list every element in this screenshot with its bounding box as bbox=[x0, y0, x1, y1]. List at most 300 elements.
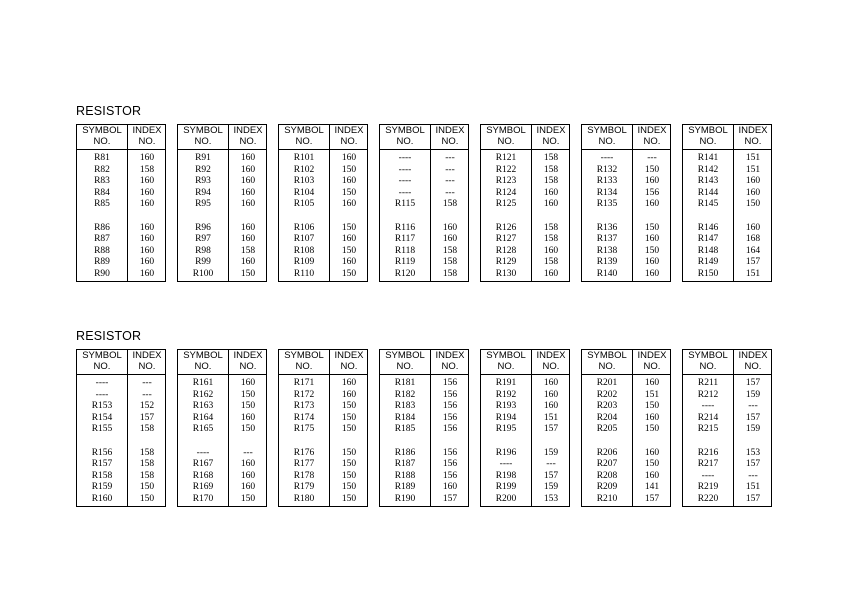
index-no-cell: 150 bbox=[139, 493, 155, 504]
symbol-no-cell: R185 bbox=[394, 424, 416, 434]
index-no-cell: 157 bbox=[745, 378, 761, 388]
index-no-cell: 160 bbox=[240, 234, 256, 244]
symbol-no-cell: ---- bbox=[701, 401, 715, 411]
header-text: INDEX bbox=[637, 125, 667, 136]
header-divider bbox=[582, 149, 670, 150]
header-text: NO. bbox=[643, 360, 661, 372]
index-no-cell: 159 bbox=[745, 389, 761, 400]
symbol-no-cell: R97 bbox=[195, 234, 211, 244]
index-no-cell: 158 bbox=[139, 424, 155, 434]
symbol-no-cell: R176 bbox=[293, 447, 315, 458]
symbol-no-cell: R120 bbox=[394, 268, 416, 279]
symbol-no-cell: R175 bbox=[293, 424, 315, 434]
symbol-no-cell: R174 bbox=[293, 412, 315, 423]
header-text: NO. bbox=[643, 135, 661, 147]
symbol-no-cell: R162 bbox=[192, 389, 214, 400]
index-no-cell: 160 bbox=[240, 257, 256, 267]
index-no-cell: 150 bbox=[644, 222, 660, 233]
index-no-cell: 157 bbox=[745, 459, 761, 469]
symbol-no-cell: R193 bbox=[495, 401, 517, 411]
resistor-table bbox=[682, 124, 772, 282]
symbol-no-cell: ---- bbox=[398, 187, 412, 198]
symbol-no-cell: R99 bbox=[195, 257, 211, 267]
index-no-cell: 150 bbox=[644, 401, 660, 411]
index-no-cell: 157 bbox=[745, 412, 761, 423]
index-no-cell: 156 bbox=[442, 389, 458, 400]
index-no-cell: 159 bbox=[745, 424, 761, 434]
index-no-cell: 150 bbox=[341, 401, 357, 411]
index-no-cell: 159 bbox=[543, 482, 559, 492]
index-no-cell: 150 bbox=[644, 459, 660, 469]
header-divider bbox=[279, 374, 367, 375]
symbol-no-cell: ---- bbox=[499, 459, 513, 469]
symbol-no-cell: R132 bbox=[596, 164, 618, 175]
index-no-cell: 151 bbox=[745, 153, 761, 163]
index-no-cell: 156 bbox=[442, 447, 458, 458]
symbol-no-cell: R194 bbox=[495, 412, 517, 423]
symbol-no-header bbox=[683, 126, 733, 148]
symbol-no-cell: R123 bbox=[495, 176, 517, 186]
symbol-no-cell: R182 bbox=[394, 389, 416, 400]
symbol-no-cell: R187 bbox=[394, 459, 416, 469]
header-text: NO. bbox=[295, 135, 313, 147]
header-divider bbox=[582, 374, 670, 375]
index-no-cell: --- bbox=[748, 401, 758, 411]
header-text: NO. bbox=[239, 360, 257, 372]
symbol-no-header bbox=[481, 126, 531, 148]
symbol-no-cell: R155 bbox=[91, 424, 113, 434]
index-no-cell: 160 bbox=[644, 257, 660, 267]
symbol-no-cell: R85 bbox=[94, 199, 110, 209]
header-text: NO. bbox=[396, 360, 414, 372]
index-no-cell: --- bbox=[142, 378, 152, 388]
index-no-cell: 150 bbox=[644, 424, 660, 434]
index-no-cell: 160 bbox=[644, 234, 660, 244]
index-no-cell: 160 bbox=[543, 389, 559, 400]
symbol-no-cell: R93 bbox=[195, 176, 211, 186]
symbol-no-cell: R167 bbox=[192, 459, 214, 469]
symbol-no-cell: R158 bbox=[91, 470, 113, 481]
index-no-cell: 150 bbox=[341, 164, 357, 175]
index-no-cell: 156 bbox=[442, 470, 458, 481]
symbol-no-cell: R86 bbox=[94, 222, 110, 233]
symbol-no-cell: R134 bbox=[596, 187, 618, 198]
header-text: INDEX bbox=[435, 350, 465, 361]
symbol-no-cell: R208 bbox=[596, 470, 618, 481]
index-no-cell: 157 bbox=[745, 493, 761, 504]
symbol-no-cell: R92 bbox=[195, 164, 211, 175]
header-text: SYMBOL bbox=[82, 125, 122, 136]
symbol-no-cell: R201 bbox=[596, 378, 618, 388]
header-text: NO. bbox=[598, 135, 616, 147]
symbol-no-cell: R103 bbox=[293, 176, 315, 186]
index-no-cell: 160 bbox=[240, 482, 256, 492]
resistor-table bbox=[76, 349, 166, 507]
index-no-cell: 158 bbox=[240, 245, 256, 256]
index-no-cell: 158 bbox=[543, 234, 559, 244]
symbol-no-cell: R211 bbox=[697, 378, 719, 388]
header-text: INDEX bbox=[738, 350, 768, 361]
index-no-cell: 160 bbox=[543, 199, 559, 209]
index-no-cell: 150 bbox=[644, 245, 660, 256]
symbol-no-cell: R217 bbox=[697, 459, 719, 469]
index-no-header bbox=[128, 126, 166, 148]
index-no-cell: 157 bbox=[745, 257, 761, 267]
symbol-no-cell: ---- bbox=[95, 389, 109, 400]
index-no-cell: 159 bbox=[543, 447, 559, 458]
index-no-cell: --- bbox=[142, 389, 152, 400]
header-text: SYMBOL bbox=[385, 350, 425, 361]
symbol-no-cell: R105 bbox=[293, 199, 315, 209]
symbol-no-header bbox=[380, 351, 430, 373]
index-no-cell: 160 bbox=[240, 470, 256, 481]
symbol-no-cell: R121 bbox=[495, 153, 517, 163]
header-text: NO. bbox=[194, 360, 212, 372]
symbol-no-cell: R180 bbox=[293, 493, 315, 504]
symbol-no-cell: R144 bbox=[697, 187, 719, 198]
symbol-no-cell: R188 bbox=[394, 470, 416, 481]
index-no-cell: 150 bbox=[240, 401, 256, 411]
index-no-cell: 157 bbox=[644, 493, 660, 504]
header-text: INDEX bbox=[132, 125, 162, 136]
symbol-no-cell: R169 bbox=[192, 482, 214, 492]
symbol-no-cell: R148 bbox=[697, 245, 719, 256]
resistor-table bbox=[278, 124, 368, 282]
header-text: NO. bbox=[744, 360, 762, 372]
symbol-no-cell: R179 bbox=[293, 482, 315, 492]
symbol-no-cell: R207 bbox=[596, 459, 618, 469]
index-no-cell: 158 bbox=[442, 268, 458, 279]
index-no-cell: 160 bbox=[139, 234, 155, 244]
symbol-no-cell: R122 bbox=[495, 164, 517, 175]
header-text: INDEX bbox=[738, 125, 768, 136]
symbol-no-header bbox=[178, 351, 228, 373]
section-title: RESISTOR bbox=[76, 329, 142, 343]
symbol-no-cell: R206 bbox=[596, 447, 618, 458]
symbol-no-cell: R135 bbox=[596, 199, 618, 209]
symbol-no-cell: R87 bbox=[94, 234, 110, 244]
symbol-no-cell: R203 bbox=[596, 401, 618, 411]
symbol-no-cell: R127 bbox=[495, 234, 517, 244]
symbol-no-cell: R136 bbox=[596, 222, 618, 233]
header-text: SYMBOL bbox=[688, 125, 728, 136]
symbol-no-cell: R104 bbox=[293, 187, 315, 198]
symbol-no-cell: R204 bbox=[596, 412, 618, 423]
index-no-cell: 160 bbox=[442, 482, 458, 492]
index-no-cell: 160 bbox=[341, 199, 357, 209]
index-no-cell: 160 bbox=[139, 222, 155, 233]
symbol-no-cell: R172 bbox=[293, 389, 315, 400]
index-no-cell: 150 bbox=[240, 424, 256, 434]
index-no-cell: 150 bbox=[240, 493, 256, 504]
symbol-no-cell: R140 bbox=[596, 268, 618, 279]
index-no-cell: 150 bbox=[341, 447, 357, 458]
symbol-no-cell: R215 bbox=[697, 424, 719, 434]
symbol-no-cell: R160 bbox=[91, 493, 113, 504]
symbol-no-cell: R184 bbox=[394, 412, 416, 423]
symbol-no-cell: R198 bbox=[495, 470, 517, 481]
index-no-cell: 160 bbox=[240, 164, 256, 175]
symbol-no-cell: R125 bbox=[495, 199, 517, 209]
index-no-cell: 153 bbox=[745, 447, 761, 458]
index-no-cell: 160 bbox=[341, 257, 357, 267]
index-no-cell: --- bbox=[546, 459, 556, 469]
index-no-cell: 160 bbox=[240, 222, 256, 233]
header-text: NO. bbox=[699, 135, 717, 147]
symbol-no-cell: R133 bbox=[596, 176, 618, 186]
symbol-no-cell: R138 bbox=[596, 245, 618, 256]
index-no-cell: 160 bbox=[240, 176, 256, 186]
index-no-cell: --- bbox=[748, 470, 758, 481]
symbol-no-cell: R163 bbox=[192, 401, 214, 411]
index-no-cell: 160 bbox=[341, 234, 357, 244]
symbol-no-cell: R130 bbox=[495, 268, 517, 279]
index-no-cell: 160 bbox=[644, 176, 660, 186]
header-divider bbox=[77, 149, 165, 150]
index-no-cell: 157 bbox=[543, 470, 559, 481]
symbol-no-cell: R150 bbox=[697, 268, 719, 279]
index-no-cell: 150 bbox=[341, 245, 357, 256]
symbol-no-cell: ---- bbox=[600, 153, 614, 163]
symbol-no-cell: R107 bbox=[293, 234, 315, 244]
symbol-no-cell: R109 bbox=[293, 257, 315, 267]
symbol-no-cell: R209 bbox=[596, 482, 618, 492]
index-no-cell: 150 bbox=[341, 187, 357, 198]
symbol-no-cell: R100 bbox=[192, 268, 214, 279]
index-no-cell: 160 bbox=[240, 187, 256, 198]
header-text: INDEX bbox=[334, 125, 364, 136]
index-no-cell: 160 bbox=[341, 153, 357, 163]
symbol-no-cell: R124 bbox=[495, 187, 517, 198]
symbol-no-cell: R154 bbox=[91, 412, 113, 423]
header-text: NO. bbox=[239, 135, 257, 147]
index-no-header bbox=[431, 126, 469, 148]
symbol-no-cell: R147 bbox=[697, 234, 719, 244]
index-no-cell: 160 bbox=[341, 389, 357, 400]
index-no-cell: 160 bbox=[139, 199, 155, 209]
resistor-table bbox=[379, 349, 469, 507]
header-text: NO. bbox=[340, 135, 358, 147]
symbol-no-cell: R189 bbox=[394, 482, 416, 492]
index-no-cell: 160 bbox=[442, 234, 458, 244]
header-text: NO. bbox=[441, 135, 459, 147]
index-no-cell: 160 bbox=[240, 199, 256, 209]
symbol-no-cell: R81 bbox=[94, 153, 110, 163]
header-text: NO. bbox=[93, 360, 111, 372]
header-divider bbox=[481, 374, 569, 375]
symbol-no-cell: R94 bbox=[195, 187, 211, 198]
index-no-cell: 150 bbox=[644, 164, 660, 175]
symbol-no-cell: R115 bbox=[394, 199, 416, 209]
index-no-cell: 158 bbox=[543, 222, 559, 233]
index-no-cell: 160 bbox=[745, 176, 761, 186]
index-no-cell: 141 bbox=[644, 482, 660, 492]
index-no-cell: 150 bbox=[341, 459, 357, 469]
header-text: SYMBOL bbox=[486, 125, 526, 136]
header-text: SYMBOL bbox=[284, 350, 324, 361]
resistor-table bbox=[379, 124, 469, 282]
index-no-cell: 160 bbox=[139, 153, 155, 163]
header-divider bbox=[380, 149, 468, 150]
index-no-cell: 150 bbox=[341, 268, 357, 279]
index-no-cell: 150 bbox=[341, 424, 357, 434]
index-no-cell: 151 bbox=[543, 412, 559, 423]
symbol-no-cell: ---- bbox=[398, 176, 412, 186]
index-no-cell: 158 bbox=[543, 257, 559, 267]
index-no-header bbox=[633, 126, 671, 148]
symbol-no-cell: R168 bbox=[192, 470, 214, 481]
header-divider bbox=[380, 374, 468, 375]
index-no-header bbox=[330, 351, 368, 373]
symbol-no-cell: R181 bbox=[394, 378, 416, 388]
index-no-cell: 158 bbox=[139, 447, 155, 458]
index-no-cell: 150 bbox=[139, 482, 155, 492]
index-no-cell: 151 bbox=[745, 164, 761, 175]
symbol-no-cell: R186 bbox=[394, 447, 416, 458]
header-text: INDEX bbox=[536, 125, 566, 136]
index-no-cell: 160 bbox=[644, 378, 660, 388]
header-text: NO. bbox=[542, 135, 560, 147]
index-no-cell: 160 bbox=[543, 268, 559, 279]
symbol-no-cell: R110 bbox=[293, 268, 315, 279]
symbol-no-header bbox=[77, 351, 127, 373]
symbol-no-cell: R212 bbox=[697, 389, 719, 400]
index-no-header bbox=[431, 351, 469, 373]
symbol-no-header bbox=[279, 351, 329, 373]
index-no-header bbox=[734, 126, 772, 148]
symbol-no-cell: R101 bbox=[293, 153, 315, 163]
header-text: SYMBOL bbox=[82, 350, 122, 361]
index-no-cell: 168 bbox=[745, 234, 761, 244]
index-no-cell: 158 bbox=[442, 257, 458, 267]
symbol-no-cell: R126 bbox=[495, 222, 517, 233]
symbol-no-header bbox=[582, 351, 632, 373]
symbol-no-cell: R183 bbox=[394, 401, 416, 411]
index-no-header bbox=[330, 126, 368, 148]
header-text: SYMBOL bbox=[587, 125, 627, 136]
header-divider bbox=[178, 374, 266, 375]
symbol-no-cell: R119 bbox=[394, 257, 416, 267]
header-text: INDEX bbox=[536, 350, 566, 361]
index-no-cell: 158 bbox=[442, 245, 458, 256]
index-no-cell: 156 bbox=[644, 187, 660, 198]
symbol-no-cell: R190 bbox=[394, 493, 416, 504]
index-no-cell: --- bbox=[243, 447, 253, 458]
index-no-cell: --- bbox=[445, 153, 455, 163]
symbol-no-cell: R89 bbox=[94, 257, 110, 267]
symbol-no-cell: ---- bbox=[196, 447, 210, 458]
index-no-cell: 150 bbox=[341, 470, 357, 481]
index-no-header bbox=[229, 126, 267, 148]
index-no-cell: 160 bbox=[644, 199, 660, 209]
header-text: INDEX bbox=[637, 350, 667, 361]
header-text: NO. bbox=[93, 135, 111, 147]
symbol-no-header bbox=[481, 351, 531, 373]
index-no-cell: 160 bbox=[240, 412, 256, 423]
header-text: SYMBOL bbox=[587, 350, 627, 361]
index-no-cell: 160 bbox=[139, 176, 155, 186]
symbol-no-header bbox=[279, 126, 329, 148]
symbol-no-cell: R219 bbox=[697, 482, 719, 492]
index-no-cell: 160 bbox=[240, 153, 256, 163]
index-no-cell: 150 bbox=[341, 412, 357, 423]
index-no-cell: 151 bbox=[745, 268, 761, 279]
resistor-table bbox=[278, 349, 368, 507]
index-no-cell: 156 bbox=[442, 459, 458, 469]
index-no-cell: 160 bbox=[745, 222, 761, 233]
section-title: RESISTOR bbox=[76, 104, 142, 118]
header-text: SYMBOL bbox=[183, 350, 223, 361]
symbol-no-cell: R137 bbox=[596, 234, 618, 244]
header-text: NO. bbox=[744, 135, 762, 147]
resistor-table bbox=[177, 124, 267, 282]
symbol-no-header bbox=[77, 126, 127, 148]
index-no-cell: 160 bbox=[543, 187, 559, 198]
index-no-cell: --- bbox=[445, 164, 455, 175]
index-no-cell: 156 bbox=[442, 412, 458, 423]
index-no-cell: 151 bbox=[745, 482, 761, 492]
index-no-cell: 152 bbox=[139, 401, 155, 411]
header-text: SYMBOL bbox=[486, 350, 526, 361]
symbol-no-cell: R156 bbox=[91, 447, 113, 458]
index-no-cell: 160 bbox=[240, 459, 256, 469]
index-no-cell: 158 bbox=[543, 153, 559, 163]
symbol-no-cell: R157 bbox=[91, 459, 113, 469]
index-no-header bbox=[734, 351, 772, 373]
index-no-cell: 157 bbox=[442, 493, 458, 504]
index-no-cell: 160 bbox=[644, 470, 660, 481]
index-no-cell: 150 bbox=[240, 268, 256, 279]
index-no-cell: 156 bbox=[442, 401, 458, 411]
index-no-cell: 160 bbox=[341, 378, 357, 388]
symbol-no-cell: R129 bbox=[495, 257, 517, 267]
header-text: SYMBOL bbox=[688, 350, 728, 361]
header-divider bbox=[279, 149, 367, 150]
header-text: INDEX bbox=[435, 125, 465, 136]
header-text: NO. bbox=[497, 360, 515, 372]
index-no-cell: 158 bbox=[543, 176, 559, 186]
symbol-no-cell: R216 bbox=[697, 447, 719, 458]
index-no-cell: 160 bbox=[543, 245, 559, 256]
index-no-header bbox=[128, 351, 166, 373]
header-text: NO. bbox=[295, 360, 313, 372]
index-no-cell: 150 bbox=[341, 482, 357, 492]
resistor-table bbox=[581, 124, 671, 282]
header-text: SYMBOL bbox=[284, 125, 324, 136]
index-no-cell: 160 bbox=[442, 222, 458, 233]
symbol-no-cell: R214 bbox=[697, 412, 719, 423]
index-no-cell: 158 bbox=[543, 164, 559, 175]
symbol-no-cell: R146 bbox=[697, 222, 719, 233]
symbol-no-cell: ---- bbox=[398, 153, 412, 163]
header-text: NO. bbox=[396, 135, 414, 147]
symbol-no-cell: R95 bbox=[195, 199, 211, 209]
symbol-no-header bbox=[582, 126, 632, 148]
header-text: SYMBOL bbox=[385, 125, 425, 136]
header-text: SYMBOL bbox=[183, 125, 223, 136]
index-no-cell: 150 bbox=[240, 389, 256, 400]
symbol-no-cell: R117 bbox=[394, 234, 416, 244]
symbol-no-cell: R102 bbox=[293, 164, 315, 175]
index-no-cell: 153 bbox=[543, 493, 559, 504]
symbol-no-cell: R139 bbox=[596, 257, 618, 267]
index-no-cell: 158 bbox=[139, 470, 155, 481]
resistor-table bbox=[480, 349, 570, 507]
symbol-no-cell: R192 bbox=[495, 389, 517, 400]
symbol-no-cell: R202 bbox=[596, 389, 618, 400]
header-text: INDEX bbox=[334, 350, 364, 361]
index-no-cell: 150 bbox=[341, 493, 357, 504]
